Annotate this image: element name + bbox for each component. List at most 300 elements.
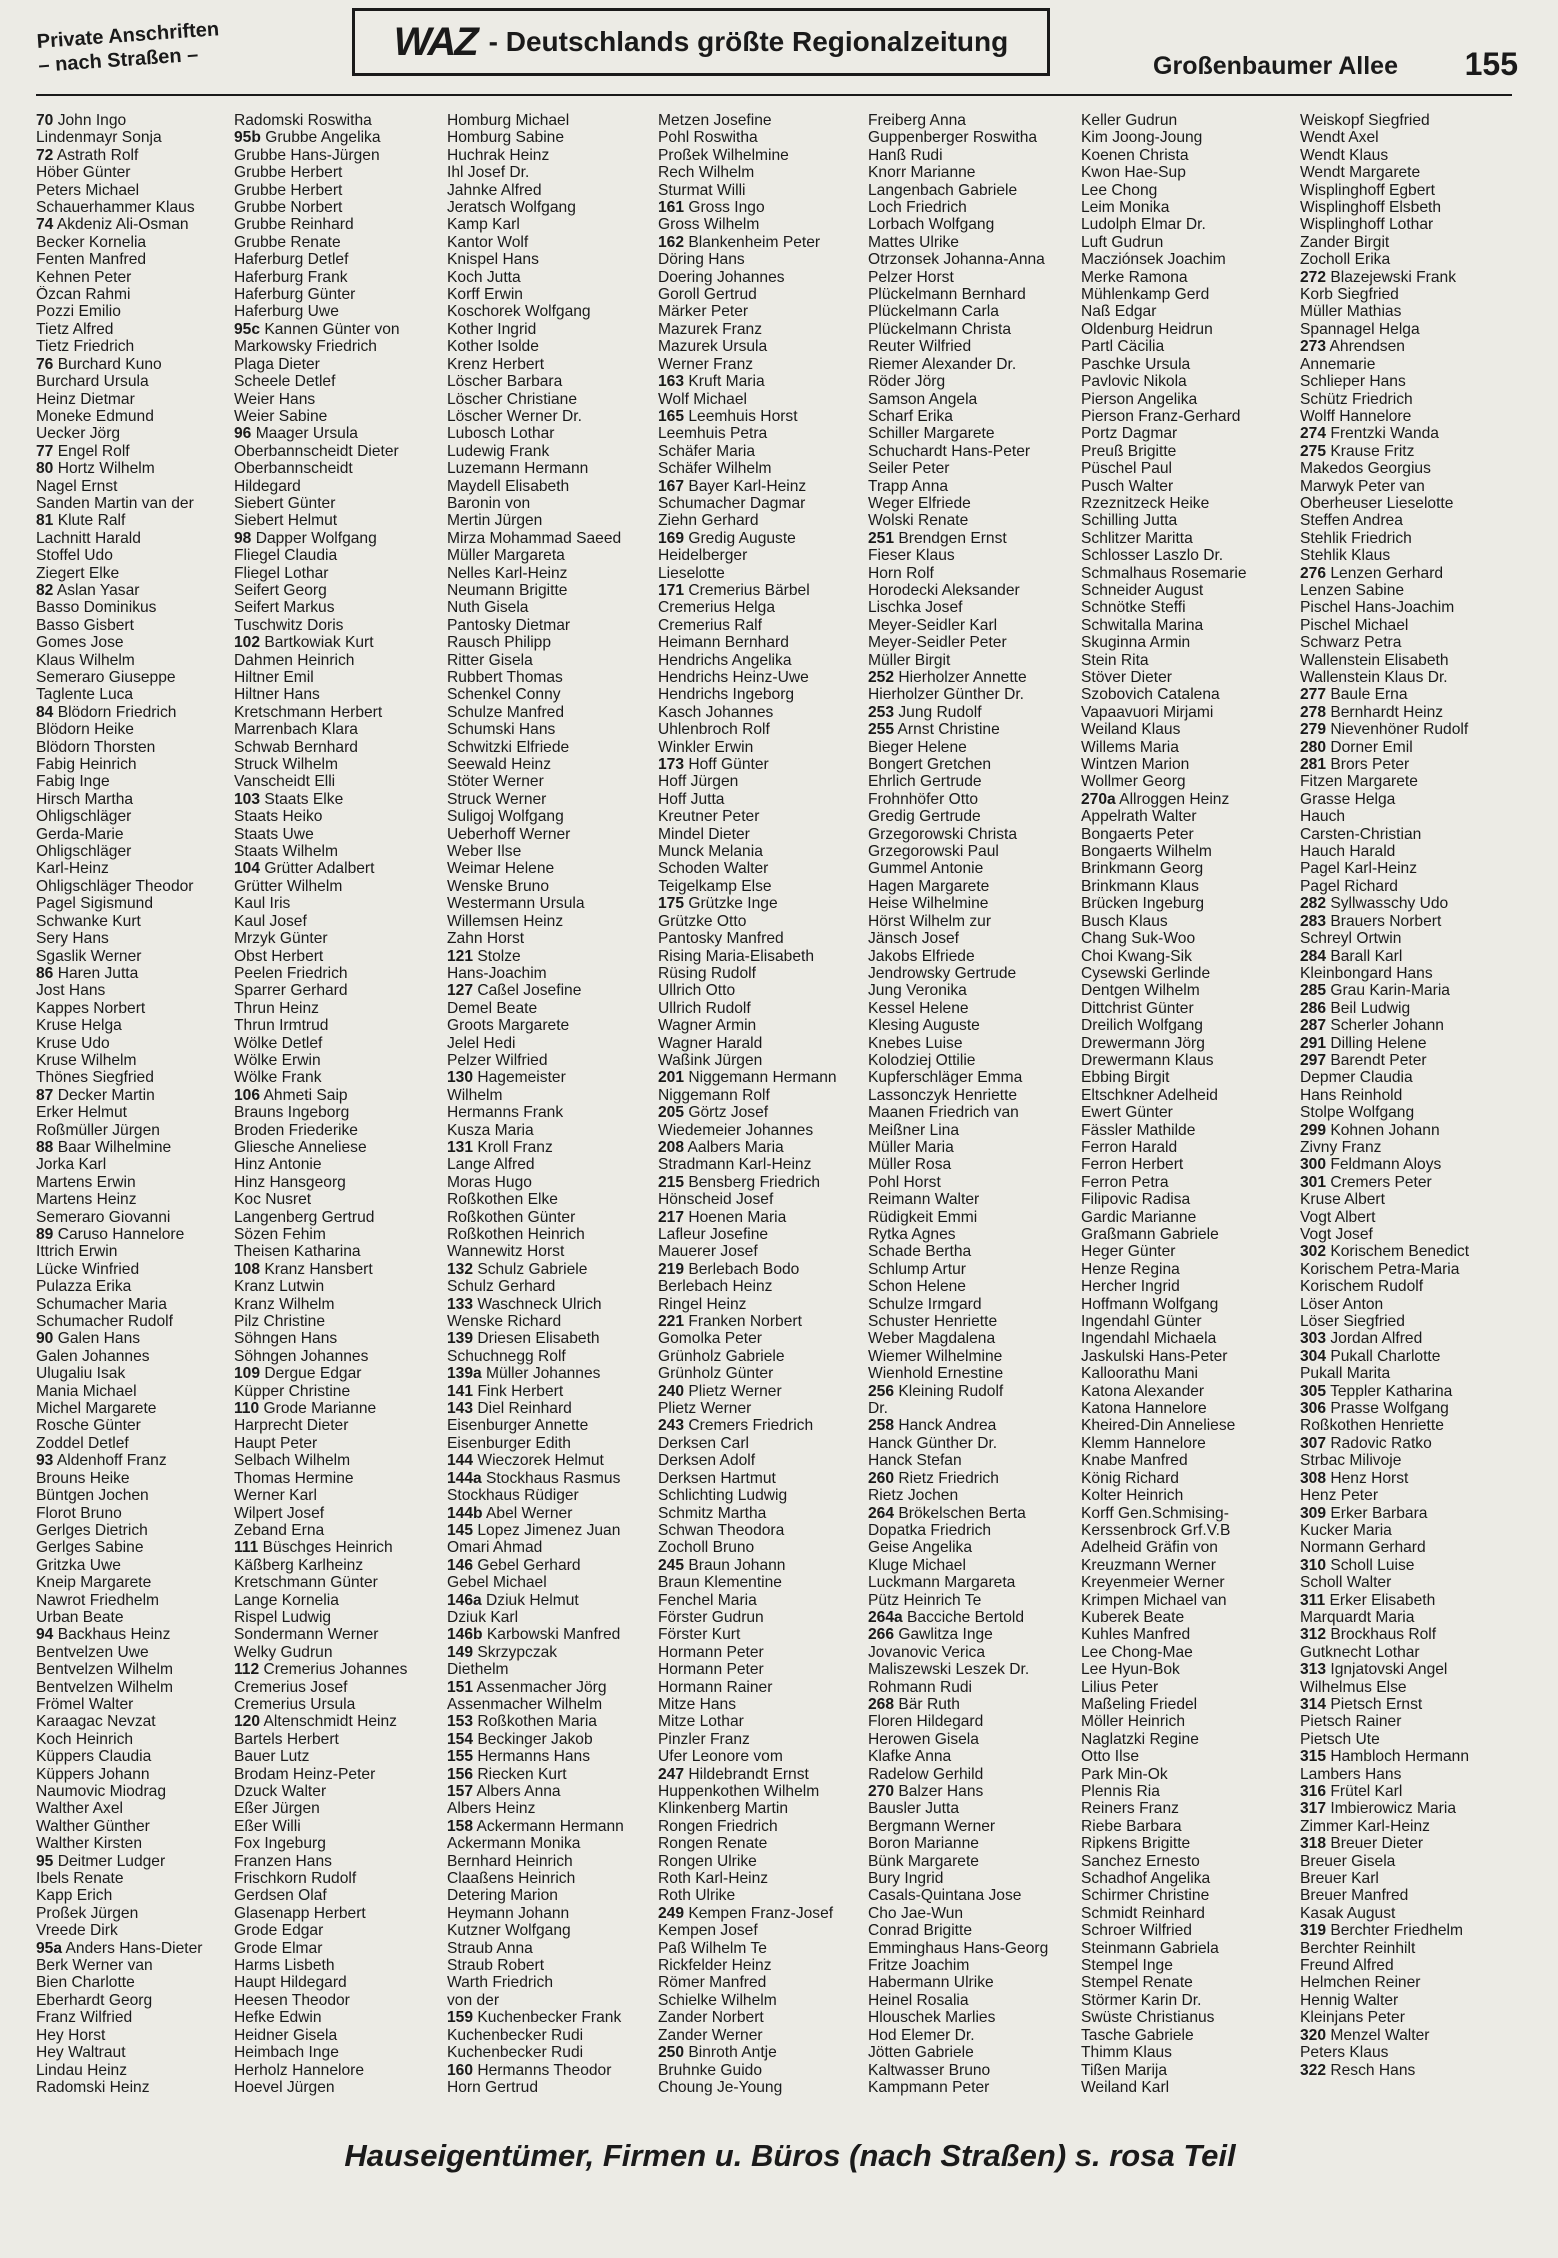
banner-slogan: - Deutschlands größte Regionalzeitung bbox=[488, 26, 1009, 57]
directory-entry: 268 Bär Ruth bbox=[868, 1695, 960, 1713]
directory-entry: Kasch Johannes bbox=[658, 703, 774, 721]
directory-entry: Vapaavuori Mirjami bbox=[1081, 703, 1214, 721]
directory-entry: Fox Ingeburg bbox=[234, 1835, 326, 1853]
directory-entry: Homburg Sabine bbox=[447, 129, 565, 147]
directory-entry: Cremerius Ralf bbox=[658, 616, 762, 634]
directory-entry: Adelheid Gräfin von bbox=[1081, 1539, 1218, 1557]
directory-entry: Seifert Georg bbox=[234, 581, 327, 599]
directory-entry: Wolff Hannelore bbox=[1300, 407, 1412, 425]
directory-entry: Rispel Ludwig bbox=[234, 1608, 332, 1626]
directory-entry: Schon Helene bbox=[868, 1278, 966, 1296]
directory-entry: Koch Heinrich bbox=[36, 1730, 134, 1748]
directory-entry: Breuer Manfred bbox=[1300, 1887, 1409, 1905]
directory-entry: Dzuck Walter bbox=[234, 1783, 327, 1800]
directory-entry: Schäfer Wilhelm bbox=[658, 460, 772, 478]
directory-entry: Heymann Johann bbox=[447, 1904, 570, 1922]
directory-entry: Ferron Herbert bbox=[1081, 1156, 1184, 1174]
directory-entry: Koc Nusret bbox=[234, 1191, 312, 1209]
directory-entry: 144a Stockhaus Rasmus bbox=[447, 1469, 621, 1487]
directory-entry: Heinz Dietmar bbox=[36, 390, 135, 408]
directory-entry: Förster Kurt bbox=[658, 1626, 741, 1644]
directory-entry: Klaus Wilhelm bbox=[36, 651, 135, 669]
directory-entry: Moras Hugo bbox=[447, 1173, 532, 1191]
directory-entry: Ueberhoff Werner bbox=[447, 825, 571, 843]
directory-entry: Marquardt Maria bbox=[1300, 1608, 1415, 1626]
directory-entry: Gardic Marianne bbox=[1081, 1208, 1197, 1226]
directory-entry: Zimmer Karl-Heinz bbox=[1300, 1817, 1430, 1835]
directory-entry: Horn Rolf bbox=[868, 564, 934, 582]
directory-entry: Proßek Jürgen bbox=[36, 1904, 139, 1922]
directory-entry: Rosche Günter bbox=[36, 1417, 141, 1435]
directory-entry: Weier Hans bbox=[234, 390, 316, 408]
directory-entry: 95c Kannen Günter von bbox=[234, 320, 400, 338]
directory-entry: Siebert Günter bbox=[234, 494, 336, 512]
directory-entry: Wilpert Josef bbox=[234, 1504, 325, 1522]
directory-entry: Derksen Carl bbox=[658, 1434, 749, 1452]
directory-entry: Schumacher Rudolf bbox=[36, 1313, 173, 1331]
directory-entry: Ullrich Otto bbox=[658, 982, 736, 1000]
directory-entry: Kupferschläger Emma bbox=[868, 1069, 1023, 1087]
directory-entry: Pusch Walter bbox=[1081, 477, 1174, 495]
directory-entry: Gummel Antonie bbox=[868, 860, 984, 878]
directory-entry: Brouns Heike bbox=[36, 1469, 130, 1487]
directory-entry: Kranz Lutwin bbox=[234, 1278, 325, 1296]
directory-entry: Kim Joong-Joung bbox=[1081, 129, 1203, 147]
directory-entry: Paschke Ursula bbox=[1081, 355, 1191, 373]
directory-entry: Zocholl Erika bbox=[1300, 251, 1391, 269]
directory-entry: Ritter Gisela bbox=[447, 651, 533, 669]
street-heading: Großenbaumer Allee bbox=[1153, 52, 1398, 80]
directory-entry: 111 Büschges Heinrich bbox=[234, 1539, 393, 1557]
directory-entry: 313 Ignjatovski Angel bbox=[1300, 1661, 1448, 1679]
directory-entry: Dreilich Wolfgang bbox=[1081, 1017, 1203, 1035]
directory-entry: Bernhard Heinrich bbox=[447, 1852, 573, 1870]
directory-entry: Löscher Barbara bbox=[447, 373, 563, 391]
directory-entry: Ingendahl Michaela bbox=[1081, 1330, 1217, 1348]
directory-entry: Zivny Franz bbox=[1300, 1138, 1382, 1156]
directory-entry: Kaul Iris bbox=[234, 895, 291, 913]
directory-entry: Drewermann Jörg bbox=[1081, 1034, 1205, 1052]
directory-entry: Werner Karl bbox=[234, 1487, 317, 1505]
directory-entry: Peters Klaus bbox=[1300, 2044, 1389, 2062]
directory-entry: Rausch Philipp bbox=[447, 634, 552, 652]
directory-entry: Suligoj Wolfgang bbox=[447, 808, 564, 826]
directory-entry: Proßek Wilhelmine bbox=[658, 146, 789, 164]
directory-entry: Sözen Fehim bbox=[234, 1226, 326, 1243]
directory-entry: Schwarz Petra bbox=[1300, 634, 1402, 652]
directory-entry: Gomolka Peter bbox=[658, 1330, 763, 1348]
directory-entry: 167 Bayer Karl-Heinz bbox=[658, 477, 807, 495]
directory-entry: Brodam Heinz-Peter bbox=[234, 1765, 376, 1783]
directory-entry: Hormann Peter bbox=[658, 1661, 764, 1679]
directory-entry: Heger Günter bbox=[1081, 1243, 1176, 1261]
directory-entry: Püschel Paul bbox=[1081, 460, 1173, 478]
directory-entry: Oberheuser Lieselotte bbox=[1300, 494, 1454, 512]
directory-entry: 153 Roßkothen Maria bbox=[447, 1713, 597, 1731]
directory-entry: Ohligschläger bbox=[36, 808, 132, 826]
directory-entry: Kother Ingrid bbox=[447, 320, 537, 338]
directory-entry: Wölke Detlef bbox=[234, 1034, 323, 1052]
directory-entry: Naglatzki Regine bbox=[1081, 1730, 1199, 1748]
directory-entry: Knebes Luise bbox=[868, 1034, 963, 1052]
directory-entry: 315 Hambloch Hermann bbox=[1300, 1748, 1470, 1766]
directory-entry: 247 Hildebrandt Ernst bbox=[658, 1765, 809, 1783]
directory-column-3 bbox=[447, 112, 658, 2122]
directory-entry: Bartels Herbert bbox=[234, 1730, 339, 1748]
directory-entry: Lassonczyk Henriette bbox=[868, 1086, 1018, 1104]
directory-entry: Müller Margareta bbox=[447, 547, 565, 565]
directory-entry: 253 Jung Rudolf bbox=[868, 703, 982, 721]
directory-entry: 240 Plietz Werner bbox=[658, 1382, 782, 1400]
directory-entry: 287 Scherler Johann bbox=[1300, 1017, 1444, 1035]
directory-entry: Bünk Margarete bbox=[868, 1852, 979, 1870]
directory-entry: Hendrichs Angelika bbox=[658, 651, 792, 669]
directory-entry: Ringel Heinz bbox=[658, 1295, 747, 1313]
directory-entry: 319 Berchter Friedhelm bbox=[1300, 1922, 1463, 1940]
directory-entry: Müller Mathias bbox=[1300, 303, 1402, 321]
directory-entry: Rongen Ulrike bbox=[658, 1852, 757, 1870]
directory-entry: Herholz Hannelore bbox=[234, 2061, 365, 2079]
directory-entry: Brinkmann Georg bbox=[1081, 860, 1204, 878]
directory-entry: Zeband Erna bbox=[234, 1521, 325, 1539]
directory-entry: Förster Gudrun bbox=[658, 1608, 764, 1626]
directory-entry: Hildegard bbox=[234, 477, 301, 495]
directory-entry: Koschorek Wolfgang bbox=[447, 303, 591, 321]
directory-entry: Schuchardt Hans-Peter bbox=[868, 442, 1031, 460]
directory-entry: Katona Hannelore bbox=[1081, 1400, 1207, 1418]
directory-entry: 260 Rietz Friedrich bbox=[868, 1469, 999, 1487]
directory-entry: Teigelkamp Else bbox=[658, 877, 772, 895]
directory-entry: Plückelmann Christa bbox=[868, 320, 1012, 338]
directory-entry: 243 Cremers Friedrich bbox=[658, 1417, 814, 1435]
directory-entry: 95a Anders Hans-Dieter bbox=[36, 1939, 203, 1957]
directory-entry: 133 Waschneck Ulrich bbox=[447, 1295, 602, 1313]
directory-entry: Kreuzmann Werner bbox=[1081, 1556, 1216, 1574]
section-label bbox=[36, 17, 229, 78]
directory-entry: Preuß Brigitte bbox=[1081, 442, 1177, 460]
directory-entry: 249 Kempen Franz-Josef bbox=[658, 1904, 834, 1922]
directory-entry: Hormann Rainer bbox=[658, 1678, 773, 1696]
directory-entry: Jaskulski Hans-Peter bbox=[1081, 1347, 1228, 1365]
directory-entry: Maanen Friedrich van bbox=[868, 1104, 1019, 1122]
directory-entry: 86 Haren Jutta bbox=[36, 964, 139, 982]
directory-entry: Gomes Jose bbox=[36, 634, 124, 652]
directory-entry: Schmidt Reinhard bbox=[1081, 1904, 1205, 1922]
directory-entry: Hauch Harald bbox=[1300, 843, 1396, 861]
directory-entry: Schlosser Laszlo Dr. bbox=[1081, 547, 1224, 565]
directory-entry: 219 Berlebach Bodo bbox=[658, 1260, 800, 1278]
directory-entry: 304 Pukall Charlotte bbox=[1300, 1347, 1441, 1365]
directory-entry: Rongen Renate bbox=[658, 1835, 768, 1853]
directory-entry: Stempel Renate bbox=[1081, 1974, 1193, 1992]
directory-entry: 169 Gredig Auguste bbox=[658, 529, 796, 547]
directory-entry: Samson Angela bbox=[868, 390, 978, 408]
directory-entry: Wagner Harald bbox=[658, 1034, 763, 1052]
directory-entry: Weier Sabine bbox=[234, 407, 328, 425]
directory-entry: 221 Franken Norbert bbox=[658, 1313, 802, 1331]
footer-note: Hauseigentümer, Firmen u. Büros (nach Straßen) s. rosa Teil bbox=[344, 2138, 1236, 2173]
directory-entry: Neumann Brigitte bbox=[447, 581, 568, 599]
directory-entry: Schwab Bernhard bbox=[234, 738, 358, 756]
directory-entry: Grzegorowski Christa bbox=[868, 825, 1018, 843]
directory-entry: Schlump Artur bbox=[868, 1260, 966, 1278]
directory-entry: Dentgen Wilhelm bbox=[1081, 982, 1200, 1000]
directory-entry: Hercher Ingrid bbox=[1081, 1278, 1180, 1296]
directory-entry: Hoff Jürgen bbox=[658, 773, 739, 791]
directory-entry: Werner Franz bbox=[658, 355, 754, 373]
directory-entry: Lindenmayr Sonja bbox=[36, 129, 162, 147]
directory-entry: Ingendahl Günter bbox=[1081, 1313, 1202, 1331]
directory-entry: Hirsch Martha bbox=[36, 790, 134, 808]
directory-entry: Braun Klementine bbox=[658, 1574, 782, 1592]
directory-entry: 146b Karbowski Manfred bbox=[447, 1626, 621, 1644]
directory-entry: Nawrot Friedhelm bbox=[36, 1591, 160, 1609]
waz-logo: WAZ bbox=[393, 19, 477, 64]
directory-entry: Berlebach Heinz bbox=[658, 1278, 773, 1296]
directory-entry: Semeraro Giuseppe bbox=[36, 669, 176, 686]
directory-entry: Lischka Josef bbox=[868, 599, 963, 617]
directory-entry: Rüsing Rudolf bbox=[658, 964, 756, 982]
directory-entry: Markowsky Friedrich bbox=[234, 338, 377, 356]
directory-entry: Pischel Hans-Joachim bbox=[1300, 599, 1455, 617]
directory-entry: Staats Wilhelm bbox=[234, 843, 338, 861]
directory-entry: Pischel Michael bbox=[1300, 616, 1409, 634]
directory-entry: Stockhaus Rüdiger bbox=[447, 1487, 579, 1505]
directory-entry: Jötten Gabriele bbox=[868, 2044, 974, 2062]
directory-entry: Zander Birgit bbox=[1300, 233, 1390, 251]
directory-entry: Grasse Helga bbox=[1300, 790, 1396, 808]
directory-entry: 318 Breuer Dieter bbox=[1300, 1835, 1424, 1853]
directory-entry: 82 Aslan Yasar bbox=[36, 581, 140, 599]
directory-entry: Eßer Jürgen bbox=[234, 1800, 320, 1818]
directory-entry: 297 Barendt Peter bbox=[1300, 1051, 1427, 1069]
directory-entry: Grubbe Herbert bbox=[234, 164, 343, 182]
directory-entry: Haupt Peter bbox=[234, 1434, 318, 1452]
directory-entry: Floren Hildegard bbox=[868, 1713, 984, 1731]
directory-entry: Scharf Erika bbox=[868, 407, 953, 425]
directory-entry: Kruse Udo bbox=[36, 1034, 110, 1052]
directory-entry: Gliesche Anneliese bbox=[234, 1138, 367, 1156]
directory-entry: Bien Charlotte bbox=[36, 1974, 135, 1992]
directory-entry: Peters Michael bbox=[36, 181, 140, 199]
directory-entry: Thrun Irmtrud bbox=[234, 1017, 329, 1035]
directory-entry: Thomas Hermine bbox=[234, 1469, 354, 1487]
directory-entry: Kessel Helene bbox=[868, 999, 969, 1017]
directory-entry: Plückelmann Bernhard bbox=[868, 286, 1026, 304]
directory-entry: Kleinjans Peter bbox=[1300, 2009, 1405, 2027]
directory-entry: Grubbe Renate bbox=[234, 233, 341, 251]
directory-entry: Glasenapp Herbert bbox=[234, 1904, 366, 1922]
directory-entry: Möller Heinrich bbox=[1081, 1713, 1185, 1731]
directory-entry: Rising Maria-Elisabeth bbox=[658, 947, 814, 965]
directory-entry: Martens Heinz bbox=[36, 1191, 137, 1209]
directory-entry: Schiller Margarete bbox=[868, 425, 995, 443]
directory-entry: 275 Krause Fritz bbox=[1300, 442, 1415, 460]
directory-entry: Riebe Barbara bbox=[1081, 1817, 1182, 1835]
directory-entry: Herowen Gisela bbox=[868, 1730, 979, 1748]
directory-entry: Pavlovic Nikola bbox=[1081, 373, 1187, 391]
directory-entry: Hierholzer Günther Dr. bbox=[868, 686, 1024, 704]
directory-entry: Radomski Heinz bbox=[36, 2078, 150, 2096]
directory-entry: Rüdigkeit Emmi bbox=[868, 1208, 978, 1226]
directory-entry: 308 Henz Horst bbox=[1300, 1469, 1409, 1487]
directory-entry: Schumacher Dagmar bbox=[658, 494, 806, 512]
directory-entry: Seewald Heinz bbox=[447, 756, 552, 774]
directory-entry: Blödorn Thorsten bbox=[36, 738, 156, 756]
directory-entry: Haferburg Frank bbox=[234, 268, 348, 286]
directory-entry: Käßberg Karlheinz bbox=[234, 1556, 364, 1574]
directory-entry: 270a Allroggen Heinz bbox=[1081, 790, 1230, 808]
directory-entry: Schlitzer Maritta bbox=[1081, 529, 1193, 547]
directory-entry: Baronin von bbox=[447, 494, 531, 512]
directory-entry: 151 Assenmacher Jörg bbox=[447, 1678, 607, 1696]
directory-entry: Tietz Friedrich bbox=[36, 338, 135, 356]
directory-entry: Hanß Rudi bbox=[868, 146, 943, 164]
directory-entry: Grubbe Hans-Jürgen bbox=[234, 146, 380, 164]
directory-entry: Mitze Hans bbox=[658, 1695, 736, 1713]
directory-entry: Mazurek Franz bbox=[658, 320, 762, 338]
directory-entry: Wenske Bruno bbox=[447, 877, 549, 895]
directory-entry: 270 Balzer Hans bbox=[868, 1783, 984, 1800]
directory-entry: 272 Blazejewski Frank bbox=[1300, 268, 1457, 286]
directory-entry: Katona Alexander bbox=[1081, 1382, 1205, 1400]
directory-entry: Kusza Maria bbox=[447, 1121, 534, 1139]
directory-entry: 208 Aalbers Maria bbox=[658, 1138, 784, 1156]
directory-entry: Plaga Dieter bbox=[234, 355, 320, 373]
directory-entry: Eßer Willi bbox=[234, 1817, 301, 1835]
directory-entry: Weiland Karl bbox=[1081, 2078, 1170, 2096]
directory-entry: Basso Gisbert bbox=[36, 616, 134, 634]
directory-entry: Jelel Hedi bbox=[447, 1034, 516, 1052]
directory-entry: Stempel Inge bbox=[1081, 1957, 1173, 1975]
directory-entry: Oberbannscheidt bbox=[234, 460, 353, 478]
directory-entry: Haupt Hildegard bbox=[234, 1974, 347, 1992]
directory-entry: 96 Maager Ursula bbox=[234, 425, 358, 443]
directory-entry: 144b Abel Werner bbox=[447, 1504, 573, 1522]
directory-entry: Schmalhaus Rosemarie bbox=[1081, 564, 1247, 582]
directory-entry: 106 Ahmeti Saip bbox=[234, 1086, 348, 1104]
directory-entry: Löser Siegfried bbox=[1300, 1313, 1405, 1331]
directory-entry: Weger Elfriede bbox=[868, 494, 971, 512]
directory-entry: Schade Bertha bbox=[868, 1243, 972, 1261]
directory-entry: Koenen Christa bbox=[1081, 146, 1189, 164]
directory-entry: Horodecki Aleksander bbox=[868, 581, 1020, 599]
directory-entry: Wilhelm bbox=[447, 1086, 503, 1104]
directory-entry: Macziónsek Joachim bbox=[1081, 251, 1226, 269]
directory-entry: Pelzer Horst bbox=[868, 268, 954, 286]
directory-entry: Gutknecht Lothar bbox=[1300, 1643, 1420, 1661]
directory-entry: Tuschwitz Doris bbox=[234, 616, 344, 634]
directory-entry: Grünholz Günter bbox=[658, 1365, 774, 1383]
directory-entry: 103 Staats Elke bbox=[234, 790, 344, 808]
directory-entry: Fässler Mathilde bbox=[1081, 1121, 1196, 1139]
section-label-line2: – nach Straßen – bbox=[37, 43, 199, 77]
directory-entry: 302 Korischem Benedict bbox=[1300, 1243, 1470, 1261]
directory-entry: Kalloorathu Mani bbox=[1081, 1365, 1199, 1383]
directory-entry: Schauerhammer Klaus bbox=[36, 199, 195, 217]
directory-entry: Jeratsch Wolfgang bbox=[447, 199, 576, 217]
directory-entry: Bury Ingrid bbox=[868, 1870, 944, 1888]
directory-entry: Meißner Lina bbox=[868, 1121, 960, 1139]
directory-entry: Bongert Gretchen bbox=[868, 756, 992, 774]
directory-entry: 201 Niggemann Hermann bbox=[658, 1069, 837, 1087]
directory-entry: Heise Wilhelmine bbox=[868, 895, 989, 913]
directory-entry: Cremerius Helga bbox=[658, 599, 775, 617]
directory-entry: Lubosch Lothar bbox=[447, 425, 555, 443]
directory-entry: Dahmen Heinrich bbox=[234, 651, 355, 669]
directory-entry: Schulze Irmgard bbox=[868, 1295, 982, 1313]
directory-entry: Lücke Winfried bbox=[36, 1260, 140, 1278]
directory-entry: Staats Heiko bbox=[234, 808, 323, 826]
directory-entry: Jakobs Elfriede bbox=[868, 947, 975, 965]
directory-entry: Mindel Dieter bbox=[658, 825, 750, 843]
directory-entry: Berchter Reinhilt bbox=[1300, 1939, 1416, 1957]
directory-entry: Kluge Michael bbox=[868, 1556, 966, 1574]
directory-entry: Munck Melania bbox=[658, 843, 763, 861]
directory-entry: Emminghaus Hans-Georg bbox=[868, 1939, 1049, 1957]
directory-entry: 145 Lopez Jimenez Juan bbox=[447, 1521, 621, 1539]
directory-entry: Lee Hyun-Bok bbox=[1081, 1661, 1180, 1679]
directory-entry: Grzegorowski Paul bbox=[868, 843, 999, 861]
directory-entry: Ibels Renate bbox=[36, 1870, 124, 1888]
directory-entry: Mania Michael bbox=[36, 1382, 137, 1400]
directory-entry: 77 Engel Rolf bbox=[36, 442, 130, 460]
directory-entry: Vanscheidt Elli bbox=[234, 773, 336, 791]
directory-entry: Drewermann Klaus bbox=[1081, 1051, 1214, 1069]
directory-entry: Pohl Horst bbox=[868, 1173, 941, 1191]
directory-entry: Grubbe Reinhard bbox=[234, 216, 354, 234]
directory-entry: Schütz Friedrich bbox=[1300, 390, 1413, 408]
directory-entry: 314 Pietsch Ernst bbox=[1300, 1695, 1423, 1713]
directory-entry: Schoden Walter bbox=[658, 860, 769, 878]
directory-entry: Pagel Karl-Heinz bbox=[1300, 860, 1418, 878]
directory-entry: 155 Hermanns Hans bbox=[447, 1748, 591, 1766]
directory-entry: Hefke Edwin bbox=[234, 2009, 322, 2027]
directory-entry: Kreyenmeier Werner bbox=[1081, 1574, 1225, 1592]
directory-entry: Knabe Manfred bbox=[1081, 1452, 1188, 1470]
directory-entry: 258 Hanck Andrea bbox=[868, 1417, 997, 1435]
directory-entry: 276 Lenzen Gerhard bbox=[1300, 564, 1444, 582]
header-divider bbox=[36, 94, 1512, 96]
directory-entry: Stöver Dieter bbox=[1081, 669, 1172, 686]
directory-entry: Zahn Horst bbox=[447, 930, 525, 948]
directory-entry: 127 Caßel Josefine bbox=[447, 982, 582, 1000]
directory-entry: 266 Gawlitza Inge bbox=[868, 1626, 993, 1644]
directory-entry: Kruse Helga bbox=[36, 1017, 122, 1035]
directory-entry: Bausler Jutta bbox=[868, 1800, 960, 1818]
directory-entry: Roßkothen Günter bbox=[447, 1208, 576, 1226]
directory-entry: Boron Marianne bbox=[868, 1835, 979, 1853]
directory-entry: 205 Görtz Josef bbox=[658, 1104, 769, 1122]
directory-entry: Schwitzki Elfriede bbox=[447, 738, 570, 756]
directory-entry: Mazurek Ursula bbox=[658, 338, 768, 356]
directory-entry: 95 Deitmer Ludger bbox=[36, 1852, 166, 1870]
directory-entry: Ferron Petra bbox=[1081, 1173, 1169, 1191]
directory-entry: Mirza Mohammad Saeed bbox=[447, 529, 622, 547]
directory-entry: Keller Gudrun bbox=[1081, 112, 1178, 129]
directory-entry: Sturmat Willi bbox=[658, 181, 746, 199]
newspaper-banner bbox=[352, 8, 1050, 76]
directory-entry: Stradmann Karl-Heinz bbox=[658, 1156, 812, 1174]
directory-entry: 305 Teppler Katharina bbox=[1300, 1382, 1453, 1400]
directory-entry: Wilhelmus Else bbox=[1300, 1678, 1407, 1696]
directory-entry: Maßeling Friedel bbox=[1081, 1695, 1198, 1713]
directory-entry: Wallenstein Klaus Dr. bbox=[1300, 669, 1448, 686]
directory-entry: Mattes Ulrike bbox=[868, 233, 959, 251]
directory-entry: Scheele Detlef bbox=[234, 373, 336, 391]
directory-entry: Rech Wilhelm bbox=[658, 164, 755, 182]
directory-entry: Haferburg Uwe bbox=[234, 303, 339, 321]
